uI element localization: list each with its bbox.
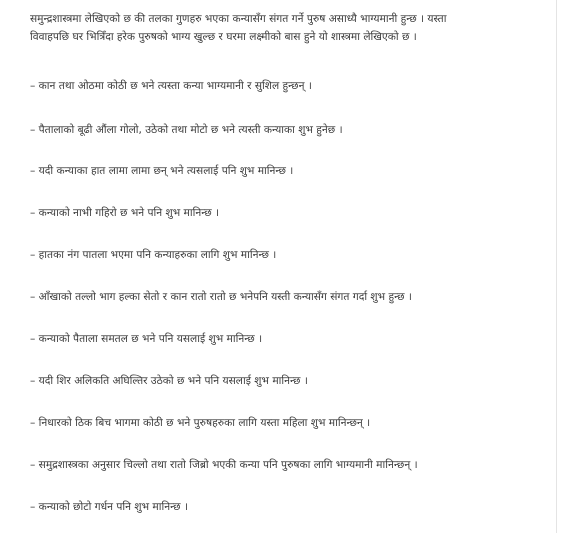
list-item: – समुद्रशास्त्रका अनुसार चिल्लो तथा रातो जिब्रो भएकी कन्या पनि पुरुषका लागि भाग्यमानी मानिन्छन् । (30, 459, 418, 471)
list-item: – यदी शिर अलिकति अघिल्तिर उठेको छ भने पनि यसलाई शुभ मानिन्छ । (30, 375, 308, 387)
list-item: – पैतालाको बूढी औंला गोलो, उठेको तथा मोटो छ भने त्यस्ती कन्याका शुभ हुनेछ । (30, 124, 343, 136)
list-item: – निधारको ठिक बिच भागमा कोठी छ भने पुरुषहरुका लागि यस्ता महिला शुभ मानिन्छन् । (30, 417, 371, 429)
intro-line-2: विवाहपछि घर भित्रिँदा हरेक पुरुषको भाग्य खुल्छ र घरमा लक्ष्मीको बास हुने यो शास्त्रमा लेखिएको छ । (30, 31, 417, 43)
intro-line-1: समुन्द्रशास्त्रमा लेखिएको छ की तलका गुणहरु भएका कन्यासँग संगत गर्ने पुरुष असाध्यै भाग्यमानी हुन्छ । यस्ता (30, 13, 447, 25)
list-item: – यदी कन्याका हात लामा लामा छन् भने त्यसलाई पनि शुभ मानिन्छ । (30, 165, 294, 177)
list-item: – कन्याको पैताला समतल छ भने पनि यसलाई शुभ मानिन्छ । (30, 333, 263, 345)
list-item: – कान तथा ओठमा कोठी छ भने त्यस्ता कन्या भाग्यमानी र सुशिल हुन्छन् । (30, 80, 312, 92)
list-item: – हातका नंग पातला भएमा पनि कन्याहरुका लागि शुभ मानिन्छ । (30, 249, 277, 261)
list-item: – आँखाको तल्लो भाग हल्का सेतो र कान रातो रातो छ भनेपनि यस्ती कन्यासँग संगत गर्दा शुभ हुन्छ । (30, 291, 412, 303)
intro-paragraph (30, 10, 563, 46)
right-border-divider (556, 0, 557, 533)
list-item: – कन्याको छोटो गर्धन पनि शुभ मानिन्छ । (30, 501, 188, 513)
list-item: – कन्याको नाभी गहिरो छ भने पनि शुभ मानिन्छ । (30, 207, 220, 219)
